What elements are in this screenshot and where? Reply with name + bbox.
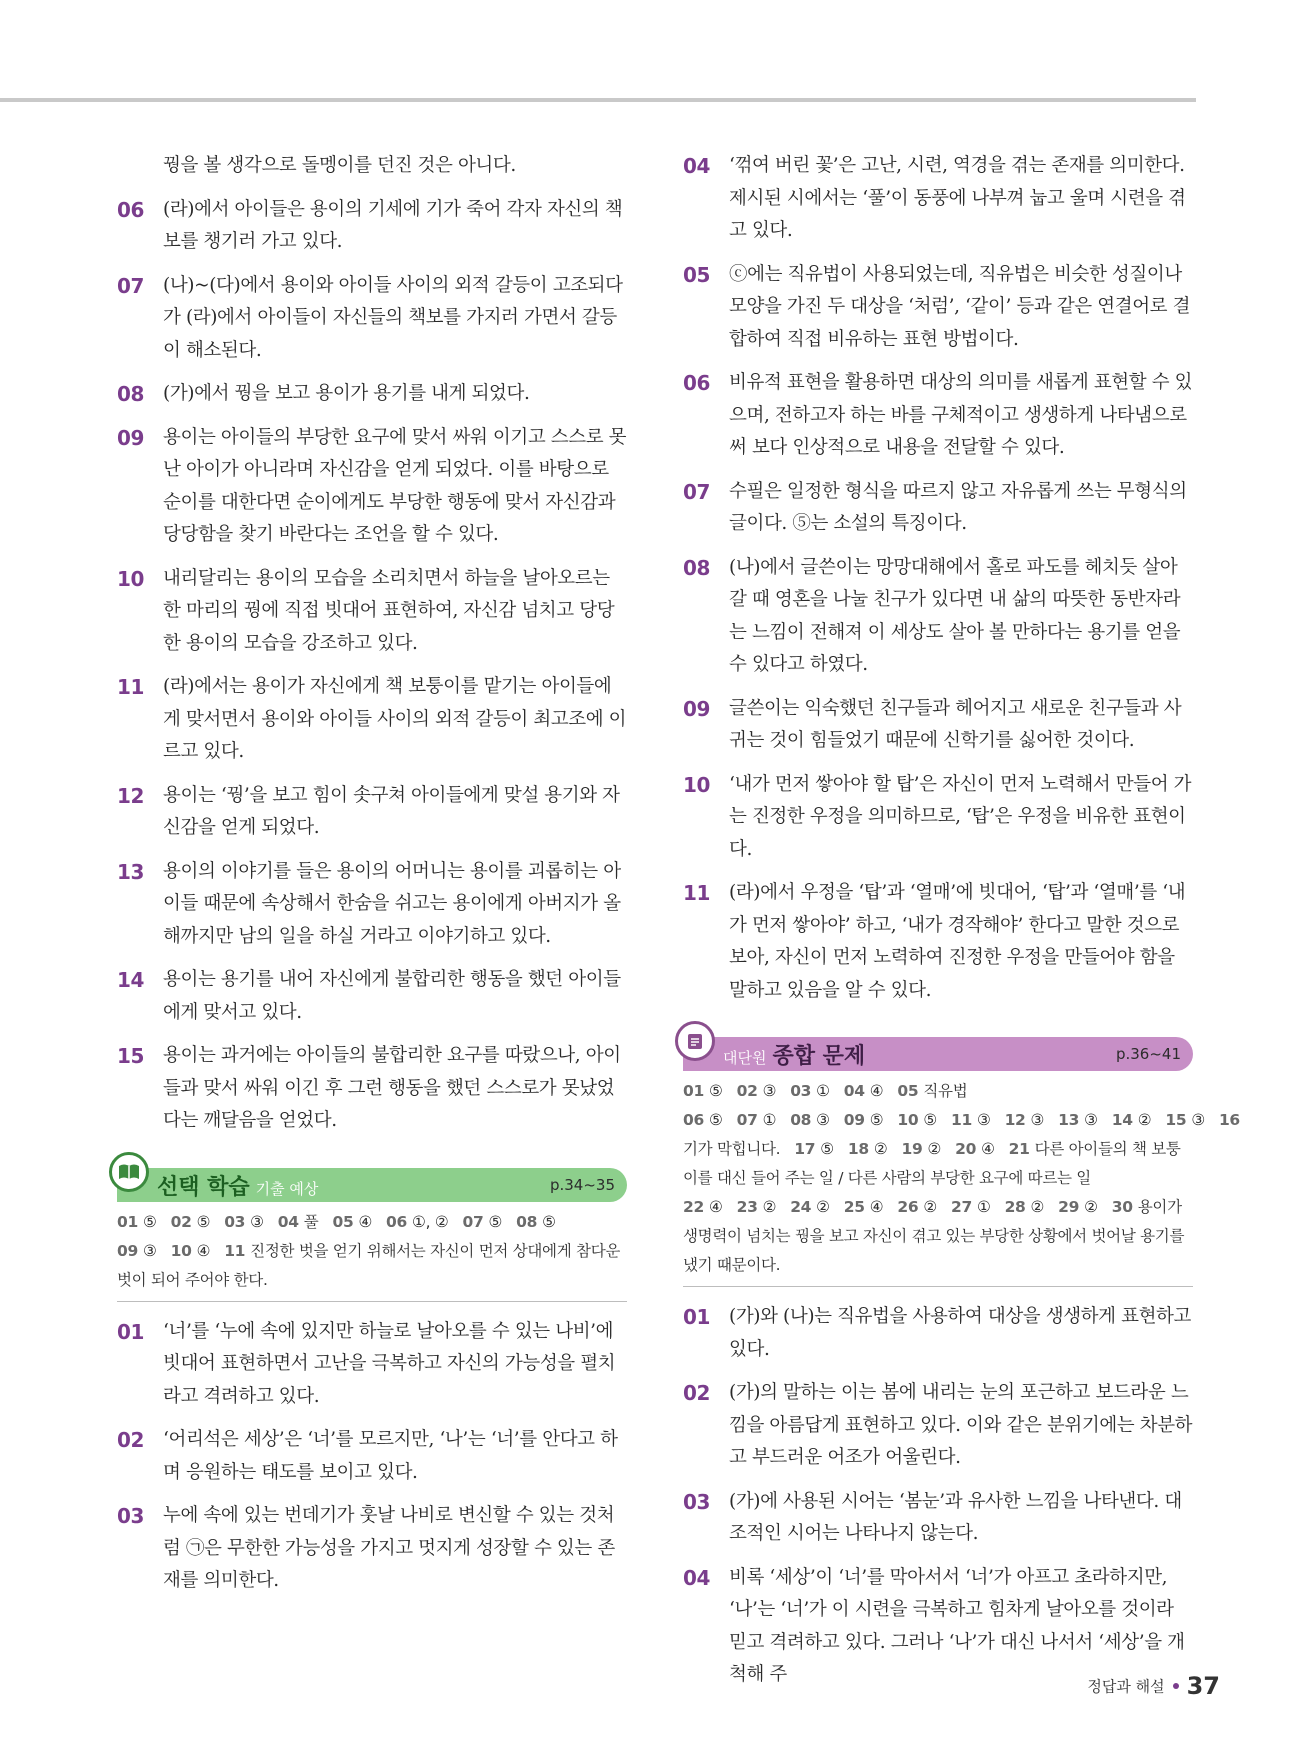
item-number: 03 — [683, 1489, 711, 1514]
answer-value: ③ — [1084, 1111, 1098, 1129]
answer-entry — [848, 1140, 888, 1158]
answer-number: 02 — [170, 1212, 192, 1231]
answer-value: ① — [976, 1198, 991, 1216]
answer-entry — [737, 1198, 777, 1216]
answer-entry — [117, 1213, 157, 1231]
explanation-item — [683, 367, 1193, 465]
answer-value: ⑤ — [196, 1212, 211, 1231]
answer-value: 진정한 벗을 얻기 위해서는 자신이 먼저 상대에게 참다운 벗이 되어 주어야 한다. — [117, 1241, 621, 1289]
answer-number: 14 — [1111, 1111, 1133, 1129]
section-pages: p.34~35 — [549, 1175, 615, 1194]
answer-number: 02 — [736, 1082, 758, 1100]
item-number: 14 — [117, 968, 145, 992]
answer-entry — [1005, 1198, 1045, 1216]
answer-entry — [790, 1111, 830, 1129]
item-number: 06 — [683, 371, 711, 395]
item-number: 11 — [117, 675, 145, 699]
explanation-item — [117, 194, 627, 259]
answer-number: 16 — [1218, 1111, 1240, 1129]
item-number: 08 — [683, 555, 711, 580]
item-text: ‘너’를 ‘누에 속에 있지만 하늘로 날아오를 수 있는 나비’에 빗대어 표현하면서 고난을 극복하고 자신의 가능성을 펼치라고 격려하고 있다. — [163, 1320, 616, 1407]
answer-entry — [1058, 1198, 1098, 1216]
explanation-item — [117, 856, 627, 954]
answer-entry — [790, 1082, 830, 1100]
answer-number: 21 — [1008, 1140, 1030, 1158]
answer-value: ② — [927, 1140, 942, 1158]
answer-number: 09 — [843, 1111, 865, 1129]
answer-entry — [844, 1082, 884, 1100]
item-text: (나)에서 글쓴이는 망망대해에서 홀로 파도를 헤치듯 살아갈 때 영혼을 나눌 친구가 있다면 내 삶의 따뜻한 동반자라는 느낌이 전해져 이 세상도 살아 볼 만하다는 용기를 얻을 수 있다고 하였다. — [729, 556, 1181, 675]
answer-entry — [897, 1082, 967, 1100]
item-number: 11 — [683, 881, 711, 905]
answer-number: 05 — [897, 1082, 919, 1100]
item-text: (라)에서는 용이가 자신에게 책 보퉁이를 맡기는 아이들에게 맞서면서 용이와 아이들 사이의 외적 갈등이 최고조에 이르고 있다. — [163, 676, 627, 762]
answer-entry — [737, 1111, 777, 1129]
item-number: 07 — [683, 479, 711, 504]
item-number: 01 — [683, 1305, 711, 1329]
explanation-item — [117, 378, 627, 411]
answer-value: 직유법 — [923, 1082, 968, 1100]
answer-value: ④ — [869, 1198, 884, 1216]
item-text: 용이는 아이들의 부당한 요구에 맞서 싸워 이기고 스스로 못난 아이가 아니라며 자신감을 얻게 되었다. 이를 바탕으로 순이를 대한다면 순이에게도 부당한 행동에 맞서 자신감과 당당함을 찾기 바란다는 조언을 할 수 있다. — [163, 426, 627, 545]
item-text: 글쓴이는 익숙했던 친구들과 헤어지고 새로운 친구들과 사귀는 것이 힘들었기 때문에 신학기를 싫어한 것이다. — [729, 697, 1182, 751]
answer-value: ④ — [869, 1082, 884, 1100]
answer-number: 15 — [1165, 1111, 1187, 1129]
answer-number: 07 — [462, 1212, 484, 1231]
answer-entry — [117, 1242, 157, 1260]
answer-number: 27 — [950, 1198, 972, 1216]
answer-value: ④ — [981, 1140, 995, 1158]
item-text: 용이의 이야기를 들은 용이의 어머니는 용이를 괴롭히는 아이들 때문에 속상해서 한숨을 쉬고는 용이에게 아버지가 올해까지만 남의 일을 하실 거라고 이야기하고 있다. — [163, 860, 621, 947]
answer-number: 04 — [843, 1082, 865, 1100]
answer-value: ① — [816, 1082, 830, 1100]
answer-entry — [683, 1198, 723, 1216]
left-bottom-items — [117, 1316, 627, 1598]
answer-number: 12 — [1004, 1111, 1026, 1129]
answer-number: 08 — [516, 1212, 538, 1231]
answer-number: 25 — [843, 1198, 865, 1216]
explanation-item — [683, 1377, 1193, 1475]
explanation-item — [683, 769, 1193, 867]
answer-value: ⑤ — [708, 1111, 723, 1129]
explanation-item — [117, 422, 627, 552]
answer-entry — [897, 1111, 937, 1129]
explanation-item — [683, 150, 1193, 248]
page-footer — [1087, 1672, 1220, 1700]
answer-entry — [224, 1213, 264, 1231]
item-number: 10 — [117, 566, 145, 591]
answer-value: ⑤ — [542, 1212, 556, 1231]
answer-entry — [683, 1082, 723, 1100]
page-number: 37 — [1186, 1672, 1220, 1700]
answer-value: ⑤ — [708, 1082, 723, 1100]
item-text: 비록 ‘세상’이 ‘너’를 막아서서 ‘너’가 아프고 초라하지만, ‘나’는 ‘너’가 이 시련을 극복하고 힘차게 날아오를 것이라 믿고 격려하고 있다. 그러나 ‘나’가 대신 나서서 ‘세상’을 개척해 주 — [729, 1566, 1185, 1685]
item-text: ‘꺾여 버린 꽃’은 고난, 시련, 역경을 겪는 존재를 의미한다. 제시된 시에서는 ‘풀’이 동풍에 나부껴 눕고 울며 시련을 겪고 있다. — [729, 155, 1186, 241]
answer-entry — [901, 1140, 941, 1158]
answer-entry — [171, 1242, 211, 1260]
item-text: 수필은 일정한 형식을 따르지 않고 자유롭게 쓰는 무형식의 글이다. ⑤는 소설의 특징이다. — [729, 480, 1187, 534]
explanation-item — [117, 964, 627, 1029]
answer-number: 04 — [277, 1212, 299, 1231]
answer-value: ③ — [1191, 1111, 1205, 1129]
explanation-item — [683, 693, 1193, 758]
item-text: (나)~(다)에서 용이와 아이들 사이의 외적 갈등이 고조되다가 (라)에서 아이들이 자신들의 책보를 가지러 가면서 갈등이 해소된다. — [163, 274, 623, 361]
answer-number: 24 — [790, 1198, 812, 1216]
answer-number: 23 — [736, 1198, 758, 1216]
answer-number: 20 — [955, 1140, 977, 1158]
explanation-item — [683, 259, 1193, 357]
answer-number: 06 — [386, 1212, 408, 1231]
answer-entry — [737, 1082, 777, 1100]
item-number: 04 — [683, 1565, 711, 1590]
explanation-item — [683, 552, 1193, 682]
answer-number: 11 — [950, 1111, 972, 1129]
explanation-item — [117, 1424, 627, 1489]
explanation-item — [683, 1486, 1193, 1551]
item-number: 05 — [683, 262, 711, 287]
answer-value: ② — [873, 1140, 888, 1158]
item-text: (가)에서 꿩을 보고 용이가 용기를 내게 되었다. — [163, 383, 530, 404]
answer-entry — [951, 1111, 991, 1129]
answer-value: ④ — [196, 1241, 211, 1260]
explanation-item — [117, 1316, 627, 1414]
item-text: (가)의 말하는 이는 봄에 내리는 눈의 포근하고 보드라운 느낌을 아름답게 표현하고 있다. 이와 같은 분위기에는 차분하고 부드러운 어조가 어울린다. — [729, 1382, 1193, 1468]
answer-value: ③ — [816, 1111, 830, 1129]
item-text: 용이는 ‘꿩’을 보고 힘이 솟구쳐 아이들에게 맞설 용기와 자신감을 얻게 되었다. — [163, 784, 620, 838]
answer-number: 28 — [1004, 1198, 1026, 1216]
item-number: 02 — [117, 1428, 145, 1452]
answer-entry — [951, 1198, 991, 1216]
item-number: 06 — [117, 197, 145, 222]
book-icon — [109, 1152, 149, 1192]
answer-number: 13 — [1058, 1111, 1080, 1129]
answer-number: 08 — [790, 1111, 812, 1129]
answer-entry — [1165, 1111, 1205, 1129]
answer-number: 18 — [847, 1140, 869, 1158]
item-number: 07 — [117, 273, 145, 298]
bullet-icon — [1173, 1683, 1179, 1689]
section-title: 대단원 종합 문제 — [723, 1044, 866, 1069]
item-number: 09 — [683, 696, 711, 721]
answer-value: 풀 — [303, 1212, 319, 1231]
answer-entry — [897, 1198, 937, 1216]
answer-value: ③ — [142, 1241, 157, 1260]
answer-value: ⑤ — [488, 1212, 503, 1231]
item-text: (라)에서 아이들은 용이의 기세에 기가 죽어 각자 자신의 책보를 챙기러 가고 있다. — [163, 198, 623, 252]
answer-key — [117, 1208, 627, 1302]
answer-value: 기가 막힙니다. — [683, 1140, 781, 1158]
answer-value: ② — [923, 1198, 937, 1216]
answer-entry — [794, 1140, 834, 1158]
explanation-item — [683, 877, 1193, 1007]
section-pages: p.36~41 — [1115, 1045, 1181, 1063]
item-text: ‘내가 먼저 쌓아야 할 탑’은 자신이 먼저 노력해서 만들어 가는 진정한 우정을 의미하므로, ‘탑’은 우정을 비유한 표현이다. — [729, 773, 1192, 860]
answer-value: ④ — [708, 1198, 723, 1216]
answer-entry — [844, 1111, 884, 1129]
item-number: 02 — [683, 1381, 711, 1405]
explanation-item — [683, 476, 1193, 541]
answer-value: ③ — [762, 1082, 777, 1100]
item-number: 10 — [683, 772, 711, 797]
item-number: 08 — [117, 382, 145, 406]
header-rule — [0, 98, 1196, 102]
answer-value: ⑤ — [923, 1111, 937, 1129]
item-text: (가)에 사용된 시어는 ‘봄눈’과 유사한 느낌을 나타낸다. 대조적인 시어는 나타나지 않는다. — [729, 1490, 1182, 1544]
explanation-item — [117, 150, 627, 183]
item-text: ⓒ에는 직유법이 사용되었는데, 직유법은 비슷한 성질이나 모양을 가진 두 대상을 ‘처럼’, ‘같이’ 등과 같은 연결어로 결합하여 직접 비유하는 표현 방법이다. — [729, 263, 1191, 350]
answer-entry — [1112, 1111, 1152, 1129]
answer-key — [683, 1077, 1240, 1287]
item-number: 13 — [117, 859, 145, 884]
answer-value: ⑤ — [820, 1140, 834, 1158]
answer-number: 01 — [683, 1082, 704, 1100]
answer-entry — [516, 1213, 556, 1231]
answer-value: ③ — [250, 1212, 264, 1231]
answer-number: 22 — [683, 1198, 704, 1216]
item-number: 03 — [117, 1504, 145, 1528]
item-text: 용이는 과거에는 아이들의 불합리한 요구를 따랐으나, 아이들과 맞서 싸워 이긴 후 그런 행동을 했던 스스로가 못났었다는 깨달음을 얻었다. — [163, 1045, 621, 1131]
item-text: ‘어리석은 세상’은 ‘너’를 모르지만, ‘나’는 ‘너’를 안다고 하며 응원하는 태도를 보이고 있다. — [163, 1429, 618, 1483]
answer-number: 30 — [1111, 1198, 1133, 1216]
answer-entry — [844, 1198, 884, 1216]
answer-number: 01 — [117, 1212, 138, 1231]
explanation-item — [117, 563, 627, 661]
item-text: 누에 속에 있는 번데기가 훗날 나비로 변신할 수 있는 것처럼 ㉠은 무한한 가능성을 가지고 멋지게 성장할 수 있는 존재를 의미한다. — [163, 1505, 615, 1591]
answer-value: ② — [762, 1198, 777, 1216]
explanation-item — [117, 780, 627, 845]
section-banner-unit-review — [683, 1037, 1193, 1071]
answer-entry — [955, 1140, 995, 1158]
item-number: 09 — [117, 425, 145, 450]
answer-number: 19 — [901, 1140, 923, 1158]
answer-entry — [1058, 1111, 1098, 1129]
left-top-items — [117, 150, 627, 1138]
answer-number: 06 — [683, 1111, 704, 1129]
explanation-item — [117, 1500, 627, 1598]
item-text: 용이는 용기를 내어 자신에게 불합리한 행동을 했던 아이들에게 맞서고 있다. — [163, 969, 621, 1023]
item-text: 꿩을 볼 생각으로 돌멩이를 던진 것은 아니다. — [163, 155, 516, 176]
answer-number: 29 — [1058, 1198, 1080, 1216]
explanation-item — [117, 1040, 627, 1138]
section-banner-selective-study — [117, 1168, 627, 1202]
answer-number: 10 — [170, 1241, 192, 1260]
answer-value: ⑤ — [142, 1212, 157, 1231]
answer-value: ④ — [358, 1212, 373, 1231]
item-text: 비유적 표현을 활용하면 대상의 의미를 새롭게 표현할 수 있으며, 전하고자 하는 바를 구체적이고 생생하게 나타냄으로써 보다 인상적으로 내용을 전달할 수 있다. — [729, 372, 1193, 458]
answer-value: ② — [1137, 1111, 1152, 1129]
item-number: 15 — [117, 1044, 145, 1068]
answer-number: 11 — [224, 1241, 246, 1260]
answer-value: ③ — [1030, 1111, 1045, 1129]
notepad-icon — [675, 1021, 715, 1061]
answer-value: 용이가 생명력이 넘치는 꿩을 보고 자신이 겪고 있는 부당한 상황에서 벗어날 용기를 냈기 때문이다. — [683, 1198, 1185, 1274]
answer-number: 03 — [790, 1082, 812, 1100]
answer-number: 09 — [117, 1241, 138, 1260]
answer-entry — [683, 1111, 723, 1129]
item-number: 12 — [117, 783, 145, 808]
answer-number: 10 — [897, 1111, 919, 1129]
answer-number: 07 — [736, 1111, 758, 1129]
right-bottom-items — [683, 1301, 1193, 1692]
answer-entry — [790, 1198, 830, 1216]
answer-value: ② — [816, 1198, 830, 1216]
answer-entry — [171, 1213, 211, 1231]
explanation-item — [683, 1301, 1193, 1366]
section-title: 선택 학습 기출 예상 — [157, 1174, 319, 1200]
item-number: 04 — [683, 154, 711, 178]
answer-value: ③ — [976, 1111, 991, 1129]
answer-value: ① — [762, 1111, 777, 1129]
answer-number: 17 — [794, 1140, 816, 1158]
footer-label: 정답과 해설 — [1087, 1677, 1165, 1696]
answer-value: ⑤ — [869, 1111, 884, 1129]
item-number: 01 — [117, 1319, 145, 1344]
answer-number: 26 — [897, 1198, 919, 1216]
item-text: 내리달리는 용이의 모습을 소리치면서 하늘을 날아오르는 한 마리의 꿩에 직접 빗대어 표현하여, 자신감 넘치고 당당한 용이의 모습을 강조하고 있다. — [163, 567, 615, 654]
answer-value: ② — [1084, 1198, 1098, 1216]
explanation-item — [117, 671, 627, 769]
item-text: (가)와 (나)는 직유법을 사용하여 대상을 생생하게 표현하고 있다. — [729, 1306, 1191, 1360]
answer-number: 03 — [224, 1212, 246, 1231]
right-top-items — [683, 150, 1193, 1007]
answer-entry — [1005, 1111, 1045, 1129]
left-column — [117, 150, 627, 1609]
answer-number: 05 — [332, 1212, 354, 1231]
answer-entry — [332, 1213, 372, 1231]
item-text: (라)에서 우정을 ‘탑’과 ‘열매’에 빗대어, ‘탑’과 ‘열매’를 ‘내가 먼저 쌓아야’ 하고, ‘내가 경작해야’ 한다고 말한 것으로 보아, 자신이 먼저 노력하여 진정한 우정을 만들어야 함을 말하고 있음을 알 수 있다. — [729, 882, 1186, 1001]
answer-value: 다른 아이들의 책 보퉁이를 대신 들어 주는 일 / 다른 사람의 부당한 요구에 따르는 일 — [683, 1140, 1181, 1187]
answer-entry — [462, 1213, 502, 1231]
answer-value: ①, ② — [412, 1212, 449, 1231]
answer-value: ② — [1030, 1198, 1045, 1216]
answer-entry — [278, 1213, 319, 1231]
explanation-item — [117, 270, 627, 368]
answer-entry — [386, 1213, 448, 1231]
